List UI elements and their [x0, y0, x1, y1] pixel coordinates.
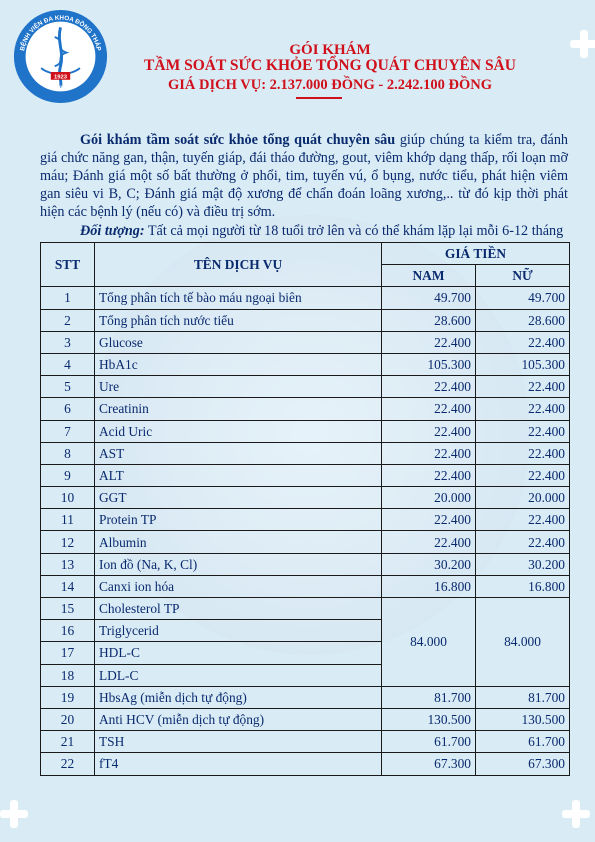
row-service-name: Anti HCV (miễn dịch tự động)	[95, 708, 382, 730]
row-stt: 20	[41, 708, 95, 730]
row-stt: 17	[41, 642, 95, 664]
table-row	[41, 464, 570, 486]
plus-cross-decoration	[562, 800, 590, 828]
row-service-name: Triglycerid	[95, 620, 382, 642]
row-stt: 11	[41, 509, 95, 531]
row-service-name: ALT	[95, 464, 382, 486]
table-row	[41, 575, 570, 597]
row-service-name: Acid Uric	[95, 420, 382, 442]
row-price-female: 16.800	[476, 575, 570, 597]
row-price-female: 22.400	[476, 376, 570, 398]
table-row	[41, 686, 570, 708]
table-row	[41, 509, 570, 531]
row-price-male: 22.400	[382, 531, 476, 553]
row-service-name: TSH	[95, 731, 382, 753]
row-service-name: Tổng phân tích nước tiểu	[95, 309, 382, 331]
row-price-male: 49.700	[382, 287, 476, 309]
row-service-name: Protein TP	[95, 509, 382, 531]
row-price-male: 81.700	[382, 686, 476, 708]
row-price-male: 22.400	[382, 464, 476, 486]
row-price-male: 61.700	[382, 731, 476, 753]
title-line-2: TẦM SOÁT SỨC KHỎE TỔNG QUÁT CHUYÊN SÂU	[144, 57, 516, 74]
row-service-name: LDL-C	[95, 664, 382, 686]
row-stt: 3	[41, 331, 95, 353]
row-service-name: Ion đồ (Na, K, Cl)	[95, 553, 382, 575]
row-stt: 6	[41, 398, 95, 420]
logo-top-text: BỆNH VIỆN ĐA KHOA ĐỒNG THÁP	[19, 14, 102, 52]
table-row	[41, 487, 570, 509]
row-price-female: 61.700	[476, 731, 570, 753]
row-price-male: 22.400	[382, 509, 476, 531]
row-stt: 10	[41, 487, 95, 509]
row-price-female: 22.400	[476, 398, 570, 420]
row-price-female: 28.600	[476, 309, 570, 331]
row-price-male: 130.500	[382, 708, 476, 730]
header-stt: STT	[41, 243, 95, 287]
logo-year: 1923	[54, 74, 67, 81]
logo-bottom-text: DONG THAP HOSPITAL	[30, 72, 91, 92]
row-service-name: Ure	[95, 376, 382, 398]
row-stt: 5	[41, 376, 95, 398]
row-price-male: 105.300	[382, 353, 476, 375]
row-price-female: 22.400	[476, 509, 570, 531]
intro-paragraph	[40, 131, 568, 221]
plus-cross-decoration	[570, 30, 595, 58]
target-text: Tất cả mọi người từ 18 tuổi trở lên và có thể khám lặp lại mỗi 6-12 tháng	[144, 223, 564, 239]
row-price-male: 22.400	[382, 331, 476, 353]
row-price-female: 22.400	[476, 420, 570, 442]
row-price-male: 22.400	[382, 420, 476, 442]
target-label: Đối tượng:	[80, 223, 145, 239]
row-price-female: 22.400	[476, 331, 570, 353]
table-row	[41, 531, 570, 553]
table-row	[41, 708, 570, 730]
row-price-female: 22.400	[476, 531, 570, 553]
title-line-1: GÓI KHÁM	[289, 42, 371, 58]
row-service-name: HbsAg (miễn dịch tự động)	[95, 686, 382, 708]
lipid-price-female: 84.000	[476, 598, 570, 687]
row-price-male: 22.400	[382, 398, 476, 420]
hospital-logo	[12, 8, 109, 105]
price-table-body	[41, 287, 570, 775]
target-line	[80, 223, 570, 240]
row-service-name: fT4	[95, 753, 382, 775]
plus-cross-decoration	[0, 800, 28, 828]
row-service-name: AST	[95, 442, 382, 464]
row-price-male: 22.400	[382, 376, 476, 398]
row-price-female: 105.300	[476, 353, 570, 375]
row-price-male: 28.600	[382, 309, 476, 331]
row-service-name: GGT	[95, 487, 382, 509]
row-stt: 21	[41, 731, 95, 753]
row-price-female: 130.500	[476, 708, 570, 730]
row-stt: 1	[41, 287, 95, 309]
row-stt: 14	[41, 575, 95, 597]
row-service-name: Canxi ion hóa	[95, 575, 382, 597]
header-service: TÊN DỊCH VỤ	[95, 243, 382, 287]
row-price-female: 81.700	[476, 686, 570, 708]
table-row	[41, 398, 570, 420]
row-stt: 15	[41, 598, 95, 620]
row-price-female: 49.700	[476, 287, 570, 309]
row-stt: 7	[41, 420, 95, 442]
row-service-name: Creatinin	[95, 398, 382, 420]
row-price-female: 20.000	[476, 487, 570, 509]
row-stt: 22	[41, 753, 95, 775]
row-price-female: 22.400	[476, 442, 570, 464]
row-service-name: Glucose	[95, 331, 382, 353]
price-table	[40, 242, 570, 776]
row-price-male: 30.200	[382, 553, 476, 575]
row-price-male: 16.800	[382, 575, 476, 597]
row-price-male: 20.000	[382, 487, 476, 509]
row-price-female: 67.300	[476, 753, 570, 775]
row-price-male: 22.400	[382, 442, 476, 464]
table-row	[41, 553, 570, 575]
header-male: NAM	[382, 265, 476, 287]
row-stt: 2	[41, 309, 95, 331]
table-row	[41, 287, 570, 309]
table-row	[41, 598, 570, 620]
row-price-male: 67.300	[382, 753, 476, 775]
intro-text: giúp chúng ta kiểm tra, đánh giá chức năng gan, thận, tuyến giáp, đái tháo đường, gout, viêm khớp dạng thấp, rối loạn mỡ máu; Đánh giá một số bất thường ở phổi, tim, tuyến vú, ổ bụng, nước tiểu, phát hiện viêm gan siêu vi B, C; Đánh giá mật độ xương để chẩn đoán loãng xương,.. từ đó kịp thời phát hiện các bệnh lý (nếu có) và điều trị sớm.	[40, 132, 569, 220]
table-row	[41, 442, 570, 464]
row-service-name: HbA1c	[95, 353, 382, 375]
row-price-female: 22.400	[476, 464, 570, 486]
header-female: NỮ	[476, 265, 570, 287]
row-stt: 19	[41, 686, 95, 708]
lipid-price-male: 84.000	[382, 598, 476, 687]
header-price: GIÁ TIỀN	[382, 243, 570, 265]
row-price-female: 30.200	[476, 553, 570, 575]
row-service-name: Cholesterol TP	[95, 598, 382, 620]
title-underline	[296, 97, 342, 99]
table-row	[41, 420, 570, 442]
table-row	[41, 353, 570, 375]
table-row	[41, 731, 570, 753]
row-stt: 9	[41, 464, 95, 486]
row-stt: 8	[41, 442, 95, 464]
intro-bold: Gói khám tầm soát sức khỏe tổng quát chuyên sâu	[80, 132, 396, 148]
table-row	[41, 309, 570, 331]
row-service-name: HDL-C	[95, 642, 382, 664]
table-row	[41, 376, 570, 398]
row-stt: 4	[41, 353, 95, 375]
price-range-title: GIÁ DỊCH VỤ: 2.137.000 ĐỒNG - 2.242.100 ĐỒNG	[168, 77, 492, 93]
table-row	[41, 331, 570, 353]
row-stt: 13	[41, 553, 95, 575]
row-stt: 18	[41, 664, 95, 686]
row-service-name: Tổng phân tích tế bào máu ngoại biên	[95, 287, 382, 309]
row-service-name: Albumin	[95, 531, 382, 553]
table-row	[41, 753, 570, 775]
row-stt: 12	[41, 531, 95, 553]
row-stt: 16	[41, 620, 95, 642]
